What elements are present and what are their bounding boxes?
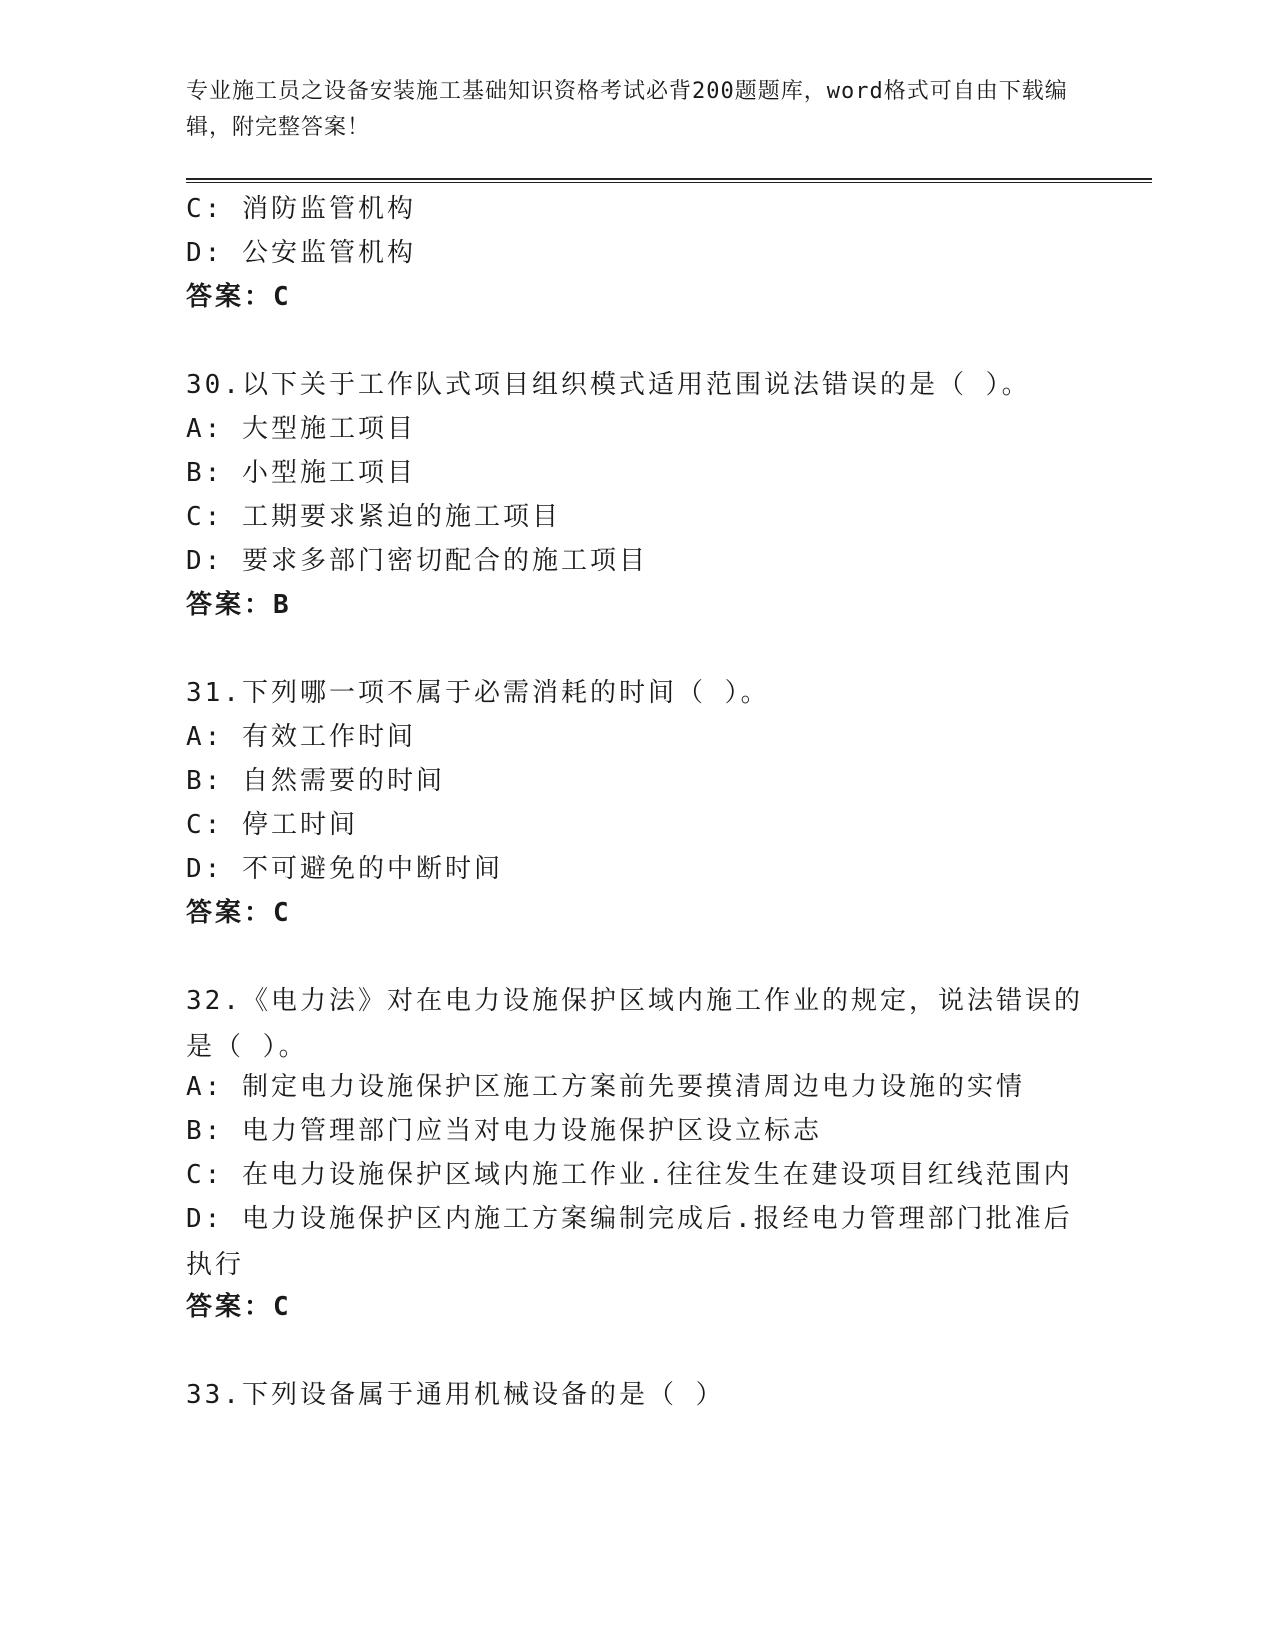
q32-answer: 答案：C xyxy=(186,1292,292,1322)
q32-option-a: A: 制定电力设施保护区施工方案前先要摸清周边电力设施的实情 xyxy=(186,1072,1025,1102)
q31-option-c: C: 停工时间 xyxy=(186,810,358,840)
q30-option-a: A: 大型施工项目 xyxy=(186,414,416,444)
q32-question: 32.《电力法》对在电力设施保护区域内施工作业的规定，说法错误的是（ ）。 xyxy=(186,986,1083,1062)
q31-option-d: D: 不可避免的中断时间 xyxy=(186,854,503,884)
q32-option-c: C: 在电力设施保护区域内施工作业.往往发生在建设项目红线范围内 xyxy=(186,1160,1073,1190)
q32-option-d: D: 电力设施保护区内施工方案编制完成后.报经电力管理部门批准后执行 xyxy=(186,1204,1073,1280)
q31-option-b: B: 自然需要的时间 xyxy=(186,766,445,796)
q30-option-c: C: 工期要求紧迫的施工项目 xyxy=(186,502,561,532)
q30-answer: 答案：B xyxy=(186,590,292,620)
q29-option-d: D: 公安监管机构 xyxy=(186,238,416,268)
page-header: 专业施工员之设备安装施工基础知识资格考试必背200题题库，word格式可自由下载编辑，附完整答案！ xyxy=(186,79,1068,140)
q32-option-b: B: 电力管理部门应当对电力设施保护区设立标志 xyxy=(186,1116,822,1146)
q31-answer: 答案：C xyxy=(186,898,292,928)
q31-option-a: A: 有效工作时间 xyxy=(186,722,416,752)
header-rule xyxy=(186,178,1152,183)
q30-option-d: D: 要求多部门密切配合的施工项目 xyxy=(186,546,648,576)
q33-question: 33.下列设备属于通用机械设备的是（ ） xyxy=(186,1380,725,1410)
q29-answer: 答案：C xyxy=(186,282,292,312)
q30-question: 30.以下关于工作队式项目组织模式适用范围说法错误的是（ ）。 xyxy=(186,370,1031,400)
q31-question: 31.下列哪一项不属于必需消耗的时间（ ）。 xyxy=(186,678,770,708)
q30-option-b: B: 小型施工项目 xyxy=(186,458,416,488)
q29-option-c: C: 消防监管机构 xyxy=(186,194,416,224)
